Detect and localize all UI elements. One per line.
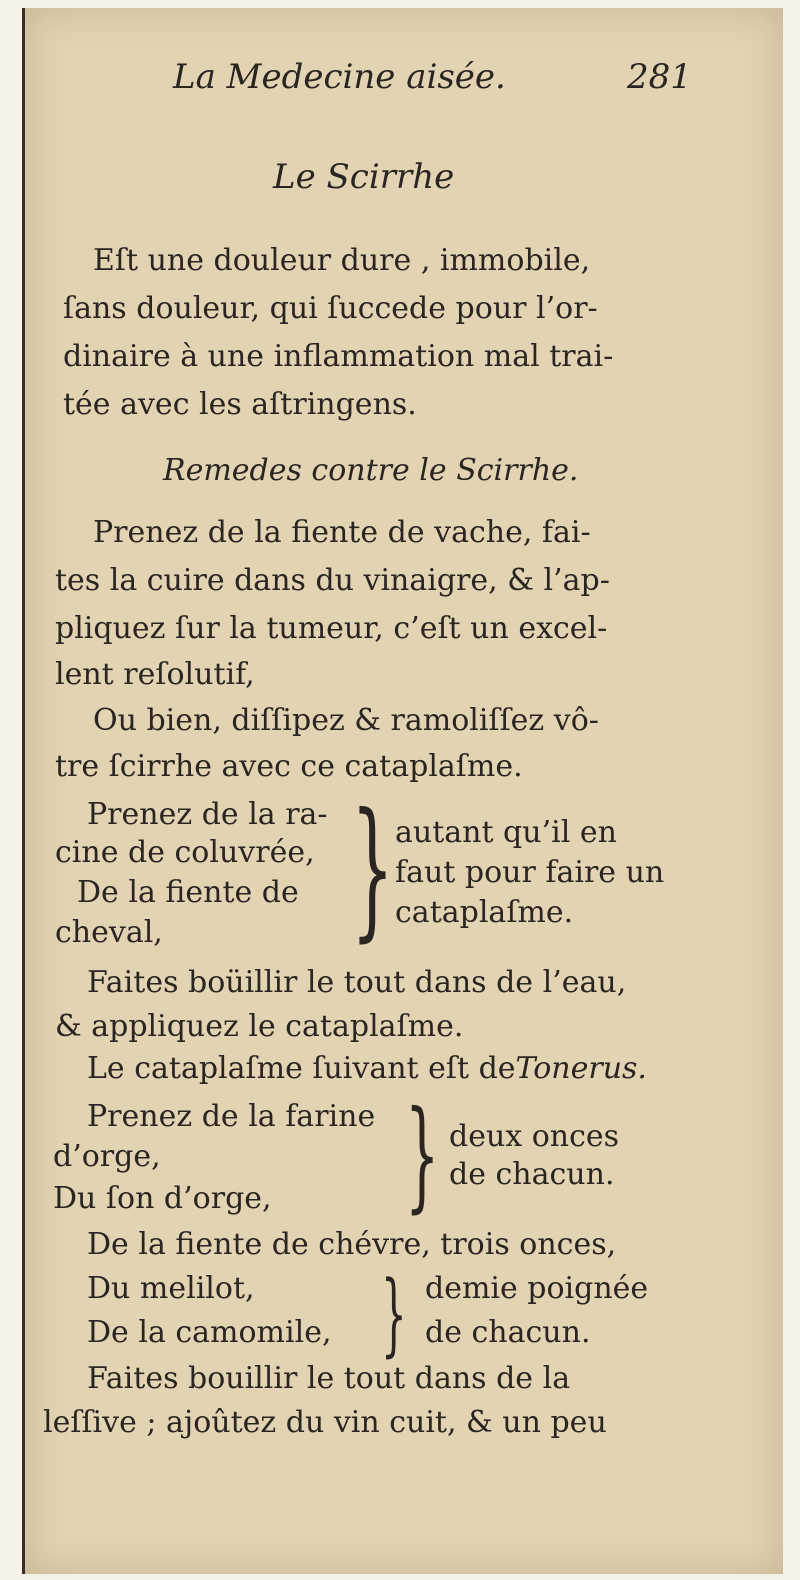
definition-line: dinaire à une inflammation mal trai- bbox=[63, 339, 614, 374]
recipe-ingredient: cheval, bbox=[55, 915, 163, 950]
recipe-ingredient: d’orge, bbox=[53, 1139, 161, 1174]
recipe-quantity: demie poignée bbox=[425, 1271, 649, 1306]
page-number: 281 bbox=[627, 57, 692, 97]
recipe-brace: } bbox=[405, 1086, 440, 1225]
paragraph-line: leſſive ; ajoûtez du vin cuit, & un peu bbox=[43, 1405, 607, 1440]
recipe-brace: } bbox=[381, 1262, 407, 1367]
paragraph-line: Prenez de la fiente de vache, fai- bbox=[93, 515, 591, 550]
running-title: La Medecine aisée. bbox=[173, 57, 506, 97]
definition-line: ſans douleur, qui ſuccede pour l’or- bbox=[63, 291, 598, 326]
paragraph-line: tre ſcirrhe avec ce cataplaſme. bbox=[55, 749, 523, 784]
paragraph-line: Faites boüillir le tout dans de l’eau, bbox=[87, 965, 627, 1000]
remedies-subtitle: Remedes contre le Scirrhe. bbox=[163, 453, 579, 488]
recipe-ingredient: Du ſon d’orge, bbox=[53, 1181, 272, 1216]
recipe-ingredient: De la fiente de bbox=[77, 875, 299, 910]
paragraph-line: Faites bouillir le tout dans de la bbox=[87, 1361, 571, 1396]
book-page bbox=[22, 8, 783, 1574]
recipe-ingredient: cine de coluvrée, bbox=[55, 835, 315, 870]
recipe-quantity: deux onces bbox=[449, 1119, 620, 1154]
paragraph-line: lent reſolutif, bbox=[55, 657, 255, 692]
definition-line: Eſt une douleur dure , immobile, bbox=[93, 243, 591, 278]
recipe-quantity: faut pour faire un bbox=[395, 855, 665, 890]
recipe-quantity: cataplaſme. bbox=[395, 895, 574, 930]
recipe-brace: } bbox=[351, 782, 394, 956]
paragraph-line: Ou bien, diſſipez & ramoliſſez vô- bbox=[93, 703, 599, 738]
section-title: Le Scirrhe bbox=[273, 157, 455, 197]
cataplasm-author: Tonerus. bbox=[515, 1051, 647, 1086]
definition-line: tée avec les aſtringens. bbox=[63, 387, 417, 422]
paragraph-line: pliquez ſur la tumeur, c’eſt un excel- bbox=[55, 611, 608, 646]
cataplasm-text: Le cataplaſme ſuivant eſt de bbox=[87, 1051, 516, 1086]
recipe-quantity: de chacun. bbox=[449, 1157, 615, 1192]
recipe-ingredient: De la fiente de chévre, trois onces, bbox=[87, 1227, 617, 1262]
recipe-quantity: autant qu’il en bbox=[395, 815, 617, 850]
recipe-ingredient: Prenez de la ra- bbox=[87, 797, 328, 832]
recipe-ingredient: Prenez de la farine bbox=[87, 1099, 376, 1134]
paragraph-line: tes la cuire dans du vinaigre, & l’ap- bbox=[55, 563, 610, 598]
recipe-ingredient: Du melilot, bbox=[87, 1271, 255, 1306]
recipe-ingredient: De la camomile, bbox=[87, 1315, 332, 1350]
recipe-quantity: de chacun. bbox=[425, 1315, 591, 1350]
cataplasm-line bbox=[87, 1051, 647, 1086]
paragraph-line: & appliquez le cataplaſme. bbox=[55, 1009, 464, 1044]
